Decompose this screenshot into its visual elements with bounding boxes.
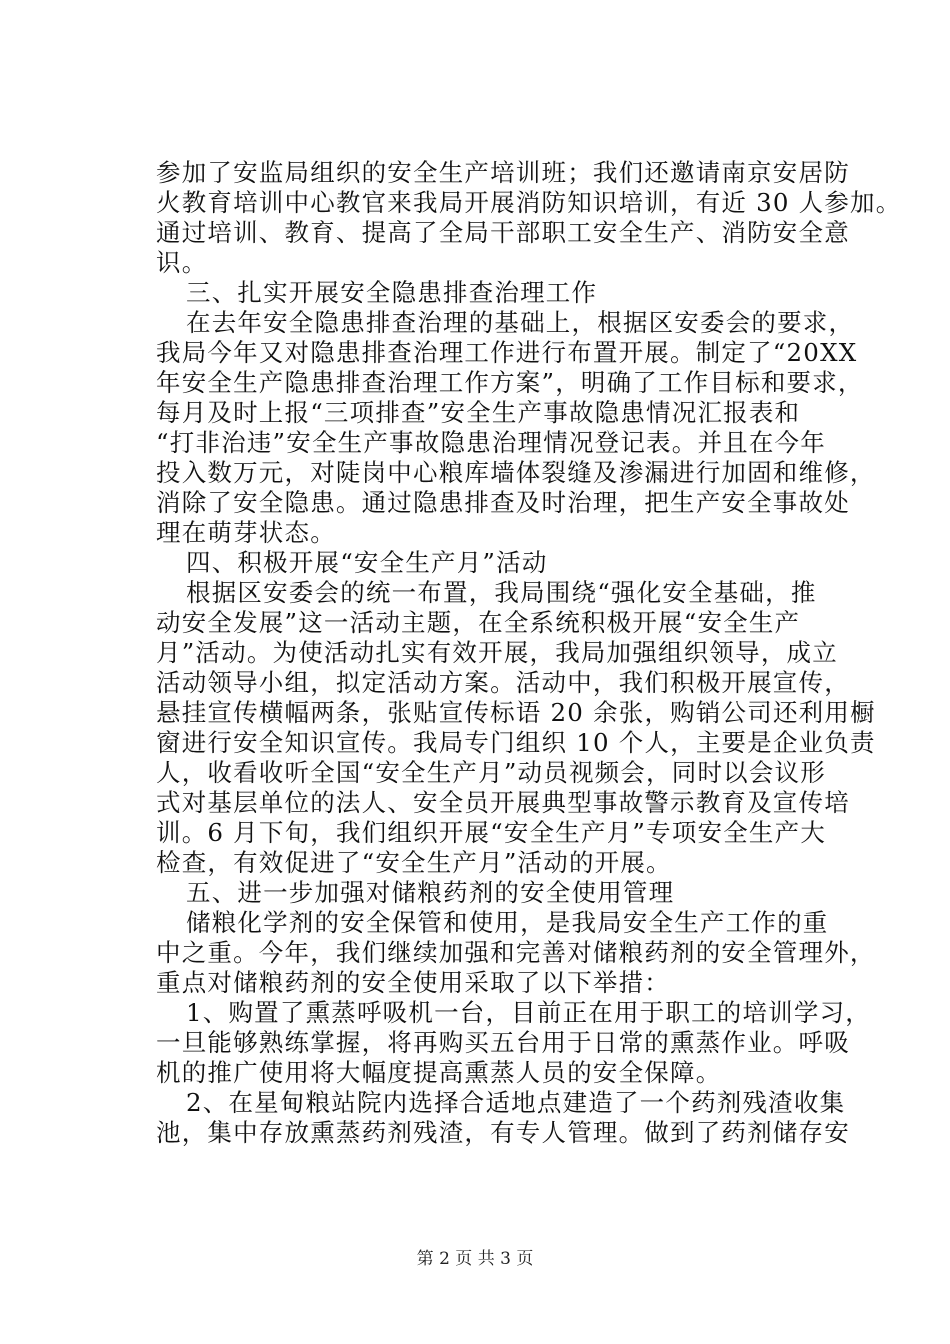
text-line: 消除了安全隐患。通过隐患排查及时治理，把生产安全事故处 [156, 488, 850, 517]
text-line: 月”活动。为使活动扎实有效开展，我局加强组织领导，成立 [156, 638, 838, 667]
text-line: 机的推广使用将大幅度提高熏蒸人员的安全保障。 [156, 1058, 722, 1087]
text-line: 储粮化学剂的安全保管和使用，是我局安全生产工作的重 [186, 908, 829, 937]
page-number: 第 2 页 共 3 页 [416, 1249, 534, 1269]
text-line: 理在萌芽状态。 [156, 518, 336, 547]
text-line: 投入数万元，对陡岗中心粮库墙体裂缝及渗漏进行加固和维修， [156, 458, 876, 487]
text-line: 我局今年又对隐患排查治理工作进行布置开展。制定了“20XX [156, 338, 858, 367]
text-line: 每月及时上报“三项排查”安全生产事故隐患情况汇报表和 [156, 398, 801, 427]
text-line: 活动领导小组，拟定活动方案。活动中，我们积极开展宣传， [156, 668, 850, 697]
list-item-2: 2、在星甸粮站院内选择合适地点建造了一个药剂残渣收集 [186, 1088, 846, 1117]
text-line: 悬挂宣传横幅两条，张贴宣传标语 20 余张，购销公司还利用橱 [156, 698, 876, 727]
list-item-1: 1、购置了熏蒸呼吸机一台，目前正在用于职工的培训学习， [186, 998, 871, 1027]
text-line: 式对基层单位的法人、安全员开展典型事故警示教育及宣传培 [156, 788, 850, 817]
text-line: 识。 [156, 248, 208, 277]
text-line: 通过培训、教育、提高了全局干部职工安全生产、消防安全意 [156, 218, 850, 247]
section-heading-5: 五、进一步加强对储粮药剂的安全使用管理 [186, 878, 675, 907]
text-line: 人，收看收听全国“安全生产月”动员视频会，同时以会议形 [156, 758, 826, 787]
text-line: 池，集中存放熏蒸药剂残渣，有专人管理。做到了药剂储存安 [156, 1118, 850, 1147]
text-line: 中之重。今年，我们继续加强和完善对储粮药剂的安全管理外， [156, 938, 876, 967]
text-line: 检查，有效促进了“安全生产月”活动的开展。 [156, 848, 672, 877]
text-line: 一旦能够熟练掌握，将再购买五台用于日常的熏蒸作业。呼吸 [156, 1028, 850, 1057]
text-line: 火教育培训中心教官来我局开展消防知识培训，有近 30 人参加。 [156, 188, 902, 217]
text-line: 训。6 月下旬，我们组织开展“安全生产月”专项安全生产大 [156, 818, 827, 847]
section-heading-3: 三、扎实开展安全隐患排查治理工作 [186, 278, 598, 307]
text-line: “打非治违”安全生产事故隐患治理情况登记表。并且在今年 [156, 428, 826, 457]
text-line: 参加了安监局组织的安全生产培训班；我们还邀请南京安居防 [156, 158, 850, 187]
section-heading-4: 四、积极开展“安全生产月”活动 [186, 548, 548, 577]
text-line: 在去年安全隐患排查治理的基础上，根据区安委会的要求， [186, 308, 855, 337]
document-body [156, 158, 902, 1148]
text-line: 动安全发展”这一活动主题，在全系统积极开展“安全生产 [156, 608, 801, 637]
text-line: 年安全生产隐患排查治理工作方案”，明确了工作目标和要求， [156, 368, 864, 397]
text-line: 重点对储粮药剂的安全使用采取了以下举措： [156, 968, 670, 997]
text-line: 根据区安委会的统一布置，我局围绕“强化安全基础，推 [186, 578, 817, 607]
text-line: 窗进行安全知识宣传。我局专门组织 10 个人，主要是企业负责 [156, 728, 876, 757]
